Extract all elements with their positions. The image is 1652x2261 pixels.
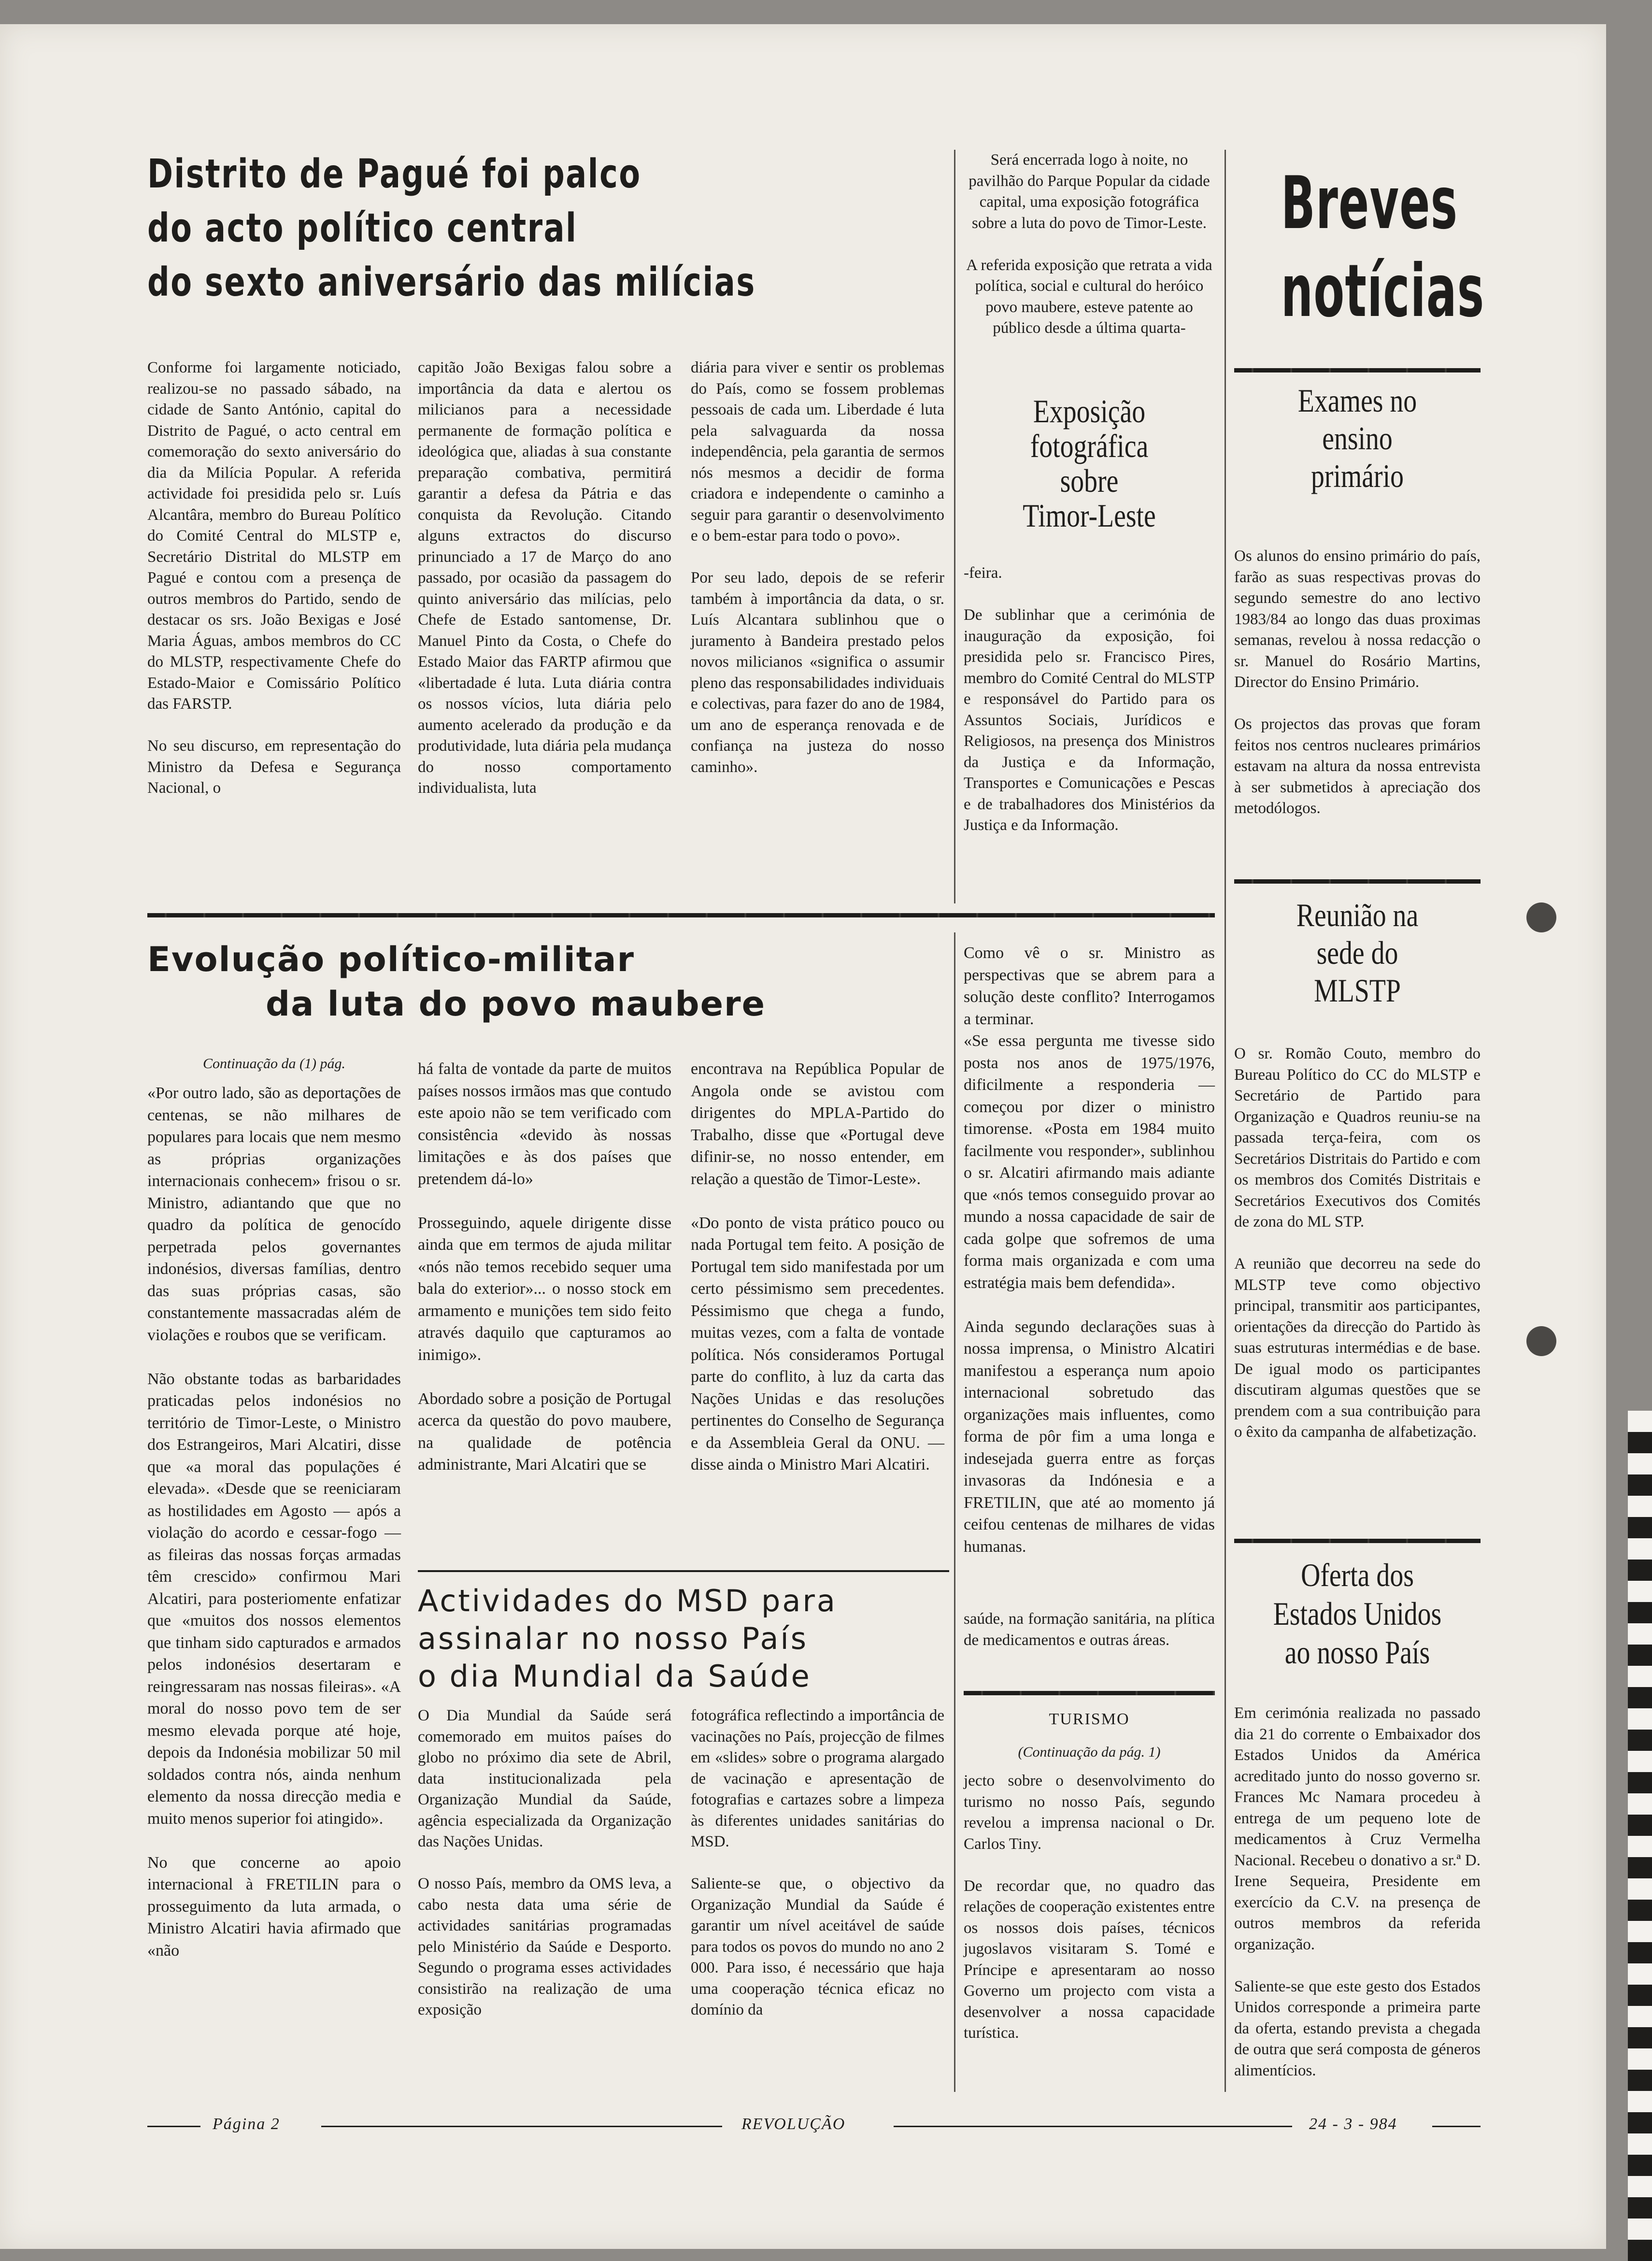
breves-rule bbox=[1234, 368, 1481, 372]
oferta-headline-line-1: Oferta dos bbox=[1301, 1557, 1414, 1593]
footer-rule-mid-right bbox=[894, 2126, 1292, 2127]
footer-date: 24 - 3 - 984 bbox=[1309, 2115, 1397, 2133]
exames-body: Os alunos do ensino primário do país, farão as suas respectivas provas do segundo semestre do ano lectivo 1983/84 ao longo das duas proximas semanas, revelou à nossa redacção o sr. Manuel do Rosário Martins, Director do Ensino Primário. Os projectos das provas que foram feitos nos centros nucleares primários estavam na altura da nossa entrevista à ser submetidos à apreciação dos metodólogos. bbox=[1234, 547, 1481, 817]
evolucao-column-4: Como vê o sr. Ministro as perspectivas que se abrem para a solução deste conflito? Interrogamos a terminar. «Se essa pergunta me tivesse sido posta nos anos de 1975/1976, dificilmente a responderia — começou por dizer o ministro timorense. «Posta em 1984 muito facilmente vou responder», sublinhou o sr. Alcatiri afirmando mais adiante que «nós temos conseguido provar ao mundo a nossa capacidade de sair de cada golpe que sofremos de uma forma mais organizada e com uma estratégia mais bem defendida». Ainda segundo declarações suas à nossa imprensa, o Ministro Alcatiri manifestou a esperança num apoio internacional sobretudo das organizações mais influentes, como forma de pôr fim a uma longa e indesejada guerra entre as forças invasoras da Indónesia e a FRETILIN, que até ao momento já ceifou centenas de milhares de vidas humanas. bbox=[964, 944, 1215, 1556]
breves-title-line-2: notícias bbox=[1281, 249, 1485, 333]
pague-column-2: capitão João Bexigas falou sobre a importância da data e alertou os milicianos para a necessidade permanente de formação política e ideológica que, aliadas à sua constante preparação combativa, permitirá garantir a defesa da Pátria e das conquista da Revolução. Citando alguns extractos do discurso prinunciado a 17 de Março do ano passado, por ocasião da passagem do quinto aniversário das milícias, pelo Chefe de Estado santomense, Dr. Manuel Pinto da Costa, o Chefe do Estado Maior das FARTP afirmou que «libertadade é luta. Luta diária contra os nossos vícios, luta diária pelo aumento acelerado da produção e da produtividade, luta diária pela mudança do nosso comportamento individualista, luta bbox=[418, 359, 671, 797]
footer-rule-mid-left bbox=[321, 2126, 722, 2127]
reuniao-body: O sr. Romão Couto, membro do Bureau Político do CC do MLSTP e Secretário de Partido para Organização e Quadros reuniu-se na passada terça-feira, com os Secretários Distritais do Partido e com os membros dos Comités Distritais e Secretários Executivos dos Comités de zona do ML STP. A reunião que decorreu na sede do MLSTP teve como objectivo principal, transmitir aos participantes, orientações da direcção do Partido às suas estruturas intermédias e de base. De igual modo os participantes discutiram algumas questões que se prendem com a sua contribuição para o êxito da campanha de alfabetização. bbox=[1234, 1045, 1481, 1441]
evolucao-headline-line-2: da luta do povo maubere bbox=[266, 984, 766, 1024]
exposicao-body: -feira. De sublinhar que a cerimónia de inauguração da exposição, foi presidida pelo sr. Francisco Pires, membro do Comité Central do MLSTP e responsável do Partido para os Assuntos Sociais, Jurídicos e Religiosos, na presença dos Ministros da Justiça e da Informação, Transportes e Comunicações e Pescas e de trabalhadores dos Ministérios da Justiça e da Informação. bbox=[964, 564, 1215, 834]
evolucao-continuation: Continuação da (1) pág. bbox=[203, 1056, 345, 1072]
breves-title bbox=[1281, 159, 1485, 335]
oferta-headline bbox=[1256, 1556, 1458, 1672]
column-rule bbox=[954, 932, 955, 2092]
exames-headline bbox=[1256, 382, 1458, 495]
oferta-body: Em cerimónia realizada no passado dia 21 do corrente o Embaixador dos Estados Unidos da América acreditado junto do nosso governo sr. Frances Mc Namara procedeu à entrega de um pequeno lote de medicamentos à Cruz Vermelha Nacional. Recebeu o donativo a sr.ª D. Irene Sequeira, Presidente em exercício da C.V. na presença de outros membros da referida organização. Saliente-se que este gesto dos Estados Unidos corresponde a primeira parte da oferta, estando prevista a chegada de outra que será composta de géneros alimentícios. bbox=[1234, 1704, 1481, 2079]
msd-rule bbox=[418, 1570, 949, 1572]
evolucao-column-2: há falta de vontade da parte de muitos países nossos irmãos mas que contudo este apoio não se tem verificado com consistência «devido às nossas limitações e às dos países que pretendem dá-lo» Prosseguindo, aquele dirigente disse ainda que em termos de ajuda militar «nós não temos recebido sequer uma bala do exterior»... o nosso stock em armamento e munições tem sido feito através daquilo que capturamos ao inimigo». Abordado sobre a posição de Portugal acerca da questão do povo maubere, na qualidade de potência administrante, Mari Alcatiri que se bbox=[418, 1060, 671, 1474]
footer-rule-left bbox=[147, 2126, 200, 2127]
evolucao-headline bbox=[147, 937, 824, 1026]
reuniao-headline-line-2: sede do bbox=[1316, 934, 1398, 971]
scale-ruler bbox=[1628, 1411, 1652, 2249]
exposicao-headline-line-4: Timor-Leste bbox=[1023, 497, 1156, 534]
oferta-headline-line-3: ao nosso País bbox=[1284, 1634, 1430, 1671]
pague-headline-line-2: do acto político central bbox=[147, 205, 578, 251]
exames-headline-line-1: Exames no bbox=[1297, 382, 1417, 419]
reuniao-headline-line-3: MLSTP bbox=[1314, 972, 1401, 1009]
footer-page-number: Página 2 bbox=[213, 2115, 280, 2133]
turismo-rule bbox=[964, 1691, 1215, 1695]
msd-column-2: fotográfica reflectindo a importância de vacinações no País, projecção de filmes em «slides» sobre o programa alargado de vacinação e apresentação de fotografias e cartazes sobre a limpeza às diferentes unidades sanitárias do MSD. Saliente-se que, o objectivo da Organização Mundial da Saúde é garantir um nível aceitável de saúde para todos os povos do mundo no ano 2 000. Para isso, é necessário que haja uma cooperação técnica eficaz no domínio da bbox=[691, 1707, 944, 2018]
reuniao-headline-line-1: Reunião na bbox=[1296, 897, 1419, 933]
section-rule bbox=[147, 913, 1215, 917]
evolucao-column-1: «Por outro lado, são as deportações de centenas, se não milhares de populares para locais que nem mesmo as próprias organizações internacionais conhecem» frisou o sr. Ministro, adiantando que que no quadro da política de genocído perpetrada pelos governantes indonésios, diversas famílias, dentro das suas próprias casas, são constantemente massacradas além de violações e roubos que se verificam. Não obstante todas as barbaridades praticadas pelos indonésios no território de Timor-Leste, o Ministro dos Estrangeiros, Mari Alcatiri, disse que «a moral das populações é elevada». «Desde que se reeniciaram as hostilidades em Agosto — após a violação do acordo e cessar-fogo — as fileiras das nossas forças armadas têm crescido» confirmou Mari Alcatiri, para posteriomente enfatizar que «muitos dos nossos elementos que tinham sido capturados e armados pelos indonésios desertaram e reingressaram nas nossas fileiras». «A moral do nosso povo tem de ser mesmo elevada porque até hoje, depois da Indonésia mobilizar 50 mil soldados contra nós, ainda nenhum elemento da nossa direcção media e muito menos superior foi atingido». No que concerne ao apoio internacional à FRETILIN para o prosseguimento da luta armada, o Ministro Alcatiri havia afirmado que «não bbox=[147, 1084, 401, 1960]
turismo-continuation: (Continuação da pág. 1) bbox=[1018, 1744, 1161, 1760]
column-rule bbox=[954, 150, 955, 903]
breves-rule bbox=[1234, 879, 1481, 884]
pague-headline-line-3: do sexto aniversário das milícias bbox=[147, 259, 756, 305]
reuniao-headline bbox=[1256, 896, 1458, 1009]
exposicao-headline bbox=[986, 394, 1192, 533]
punch-hole bbox=[1526, 1326, 1556, 1356]
footer-rule-right bbox=[1432, 2126, 1481, 2127]
exames-headline-line-2: ensino bbox=[1322, 420, 1393, 457]
msd-column-3: saúde, na formação sanitária, na plítica de medicamentos e outras áreas. bbox=[964, 1610, 1215, 1649]
turismo-body: jecto sobre o desenvolvimento do turismo no nosso País, segundo revelou a imprensa nacional o Dr. Carlos Tiny. De recordar que, no quadro das relações de cooperação existentes entre os nossos dois países, técnicos jugoslavos visitaram S. Tomé e Príncipe e apresentaram ao nosso Governo um projecto com vista a desenvolver a nossa capacidade turística. bbox=[964, 1772, 1215, 2042]
punch-hole bbox=[1526, 902, 1556, 932]
msd-headline-line-1: Actividades do MSD para bbox=[418, 1583, 837, 1618]
exames-headline-line-3: primário bbox=[1310, 458, 1404, 494]
column-rule bbox=[1225, 150, 1226, 2092]
pague-column-3: diária para viver e sentir os problemas do País, como se fossem problemas pessoais de cada um. Liberdade é luta pela salvaguarda da nossa independência, pela garantia de sermos nós mesmos a decidir de forma criadora e independente o caminho a seguir para garantir o desenvolvimento e o bem-estar para todo o povo». Por seu lado, depois de se referir também à importância da data, o sr. Luís Alcantara sublinhou que o juramento à Bandeira prestado pelos novos milicianos «significa o assumir pleno das responsabilidades individuais e colectivas, para fazer do ano de 1984, um ano de esperança renovada e de confiança na justeza do nosso caminho». bbox=[691, 359, 944, 776]
pague-headline-line-1: Distrito de Pagué foi palco bbox=[147, 151, 641, 197]
exposicao-headline-line-1: Exposição bbox=[1033, 393, 1146, 429]
breves-title-line-1: Breves bbox=[1281, 161, 1458, 245]
msd-headline-line-3: o dia Mundial da Saúde bbox=[418, 1659, 812, 1694]
exposicao-headline-line-3: sobre bbox=[1060, 462, 1119, 499]
msd-headline bbox=[418, 1582, 949, 1695]
evolucao-column-3: encontrava na República Popular de Angola onde se avistou com dirigentes do MPLA-Partido do Trabalho, disse que «Portugal deve difinir-se, no nosso entender, em relação a questão de Timor-Leste». «Do ponto de vista prático pouco ou nada Portugal tem feito. A posição de Portugal tem sido manifestada por um certo péssimismo sem precedentes. Péssimismo que chega a fundo, muitas vezes, com a falta de vontade política. Nós consideramos Portugal parte do conflito, à luz da carta das Nações Unidas e das resoluções pertinentes do Conselho de Segurança e da Assembleia Geral da ONU. — disse ainda o Ministro Mari Alcatiri. bbox=[691, 1060, 944, 1474]
pague-column-1: Conforme foi largamente noticiado, realizou-se no passado sábado, na cidade de Santo António, capital do Distrito de Pagué, o acto central em comemoração do sexto aniversário do dia da Milícia Popular. A referida actividade foi presidida pelo sr. Luís Alcantâra, membro do Bureau Político do Comité Central do MLSTP e, Secretário Distrital do MLSTP em Pagué e contou com a presença de outros membros do Partido, sendo de destacar os srs. João Bexigas e José Maria Águas, ambos membros do CC do MLSTP, respectivamente Chefe do Estado-Maior e Comissário Político das FARSTP. No seu discurso, em representação do Ministro da Defesa e Segurança Nacional, o bbox=[147, 359, 401, 797]
msd-column-1: O Dia Mundial da Saúde será comemorado em muitos países do globo no próximo dia sete de Abril, data institucionalizada pela Organização Mundial da Saúde, agência especializada da Organização das Nações Unidas. O nosso País, membro da OMS leva, a cabo nesta data uma série de actividades sanitárias programadas pelo Ministério da Saúde e Desporto. Segundo o programa esses actividades consistirão na realização de uma exposição bbox=[418, 1707, 671, 2018]
msd-headline-line-2: assinalar no nosso País bbox=[418, 1621, 809, 1656]
pague-headline bbox=[147, 147, 780, 310]
footer-paper-name: REVOLUÇÃO bbox=[741, 2115, 846, 2133]
breves-rule bbox=[1234, 1539, 1481, 1543]
newspaper-page bbox=[0, 24, 1606, 2249]
turismo-title: TURISMO bbox=[1049, 1710, 1130, 1728]
exposicao-headline-line-2: fotográfica bbox=[1030, 428, 1149, 464]
oferta-headline-line-2: Estados Unidos bbox=[1273, 1595, 1442, 1632]
evolucao-headline-line-1: Evolução político-militar bbox=[147, 940, 635, 979]
exposicao-intro: Será encerrada logo à noite, no pavilhão do Parque Popular da cidade capital, uma exposição fotográfica sobre a luta do povo de Timor-Leste. A referida exposição que retrata a vida política, social e cultural do heróico povo maubere, esteve patente ao público desde a última quarta- bbox=[966, 151, 1212, 337]
